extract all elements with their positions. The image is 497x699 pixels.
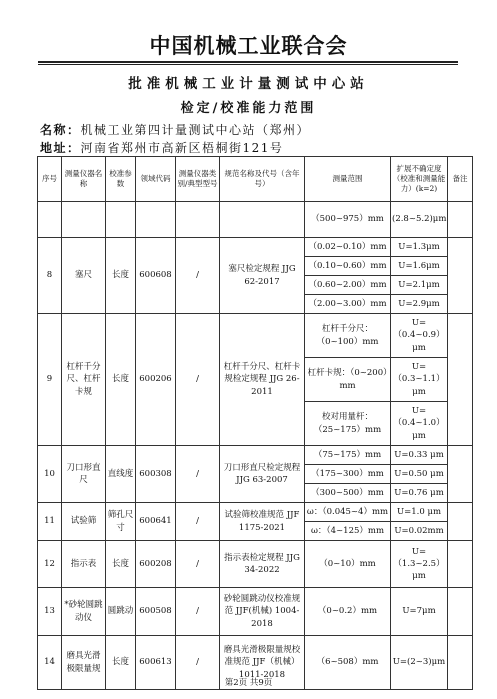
col-uncertainty: 扩展不确定度（校准和测量能力）(k=2) — [391, 157, 448, 202]
address-value: 河南省郑州市高新区梧桐街121号 — [80, 141, 284, 155]
instrument-name: 试验筛 — [62, 503, 106, 541]
param-cell: 长度 — [106, 238, 136, 314]
col-remark: 备注 — [448, 157, 473, 202]
code-cell: 600206 — [136, 314, 176, 446]
table-row — [38, 202, 473, 238]
table-row — [38, 238, 473, 257]
range-cell: （0~10）mm — [305, 541, 391, 588]
remark-cell — [448, 541, 473, 588]
row-no: 8 — [38, 238, 62, 314]
header-rule — [38, 61, 458, 63]
range-cell: （0.02~0.10）mm — [305, 238, 391, 257]
range-cell: （0~0.2）mm — [305, 588, 391, 636]
address-line — [40, 139, 283, 156]
table-row — [38, 503, 473, 522]
uncertainty-cell: U=（0.4~0.9）μm — [391, 314, 448, 358]
range-cell: 杠杆卡规：（0~200）mm — [305, 358, 391, 402]
remark-cell — [448, 238, 473, 314]
range-cell: （6~508）mm — [305, 636, 391, 690]
param-cell: 长度 — [106, 314, 136, 446]
instrument-name: 指示表 — [62, 541, 106, 588]
name-label: 名称： — [40, 123, 81, 137]
capability-table — [37, 156, 473, 690]
instrument-name: 刀口形直尺 — [62, 446, 106, 503]
uncertainty-cell: U=（0.4~1.0）μm — [391, 402, 448, 446]
table-header-row — [38, 157, 473, 202]
instrument-name: 塞尺 — [62, 238, 106, 314]
instrument-name: 磨具光滑极限量规 — [62, 636, 106, 690]
uncertainty-cell: U=(2~3)μm — [391, 636, 448, 690]
table-row — [38, 446, 473, 465]
range-cell: （2.00~3.00）mm — [305, 295, 391, 314]
type-cell: / — [176, 238, 220, 314]
range-cell: ω：（0.045~4）mm — [305, 503, 391, 522]
range-cell: （500~975）mm — [305, 202, 391, 238]
code-cell: 600208 — [136, 541, 176, 588]
remark-cell — [448, 314, 473, 446]
name-line — [40, 121, 310, 138]
code-cell: 600613 — [136, 636, 176, 690]
param-cell: 筛孔尺寸 — [106, 503, 136, 541]
type-cell: / — [176, 636, 220, 690]
row-no: 9 — [38, 314, 62, 446]
type-cell: / — [176, 446, 220, 503]
range-cell: ω：（4~125）mm — [305, 522, 391, 541]
uncertainty-cell: U=2.1μm — [391, 276, 448, 295]
col-param: 校准参数 — [106, 157, 136, 202]
col-code: 领域代码 — [136, 157, 176, 202]
remark-cell — [448, 503, 473, 541]
col-no: 序号 — [38, 157, 62, 202]
row-no: 10 — [38, 446, 62, 503]
uncertainty-cell: U=2.9μm — [391, 295, 448, 314]
param-cell: 长度 — [106, 541, 136, 588]
uncertainty-cell: U=1.0 μm — [391, 503, 448, 522]
scope-title: 检定/校准能力范围 — [180, 101, 317, 116]
spec-cell: 刀口形直尺检定规程 JJG 63-2007 — [220, 446, 305, 503]
org-title: 中国机械工业联合会 — [149, 33, 348, 58]
uncertainty-cell: U=7μm — [391, 588, 448, 636]
uncertainty-cell: U=0.50 μm — [391, 465, 448, 484]
spec-cell: 磨具光滑极限量规校准规范 JJF（机械）1011-2018 — [220, 636, 305, 690]
spec-cell: 杠杆千分尺、杠杆卡规检定规程 JJG 26-2011 — [220, 314, 305, 446]
header-rule-thin — [38, 64, 458, 65]
table-row — [38, 588, 473, 636]
param-cell: 圆跳动 — [106, 588, 136, 636]
col-name: 测量仪器名称 — [62, 157, 106, 202]
uncertainty-cell: U=0.02mm — [391, 522, 448, 541]
table-row — [38, 541, 473, 588]
col-type: 测量仪器类别/典型型号 — [176, 157, 220, 202]
uncertainty-cell: U=0.33 μm — [391, 446, 448, 465]
row-no: 12 — [38, 541, 62, 588]
param-cell: 长度 — [106, 636, 136, 690]
col-range: 测量范围 — [305, 157, 391, 202]
uncertainty-cell: U=（0.3~1.1）μm — [391, 358, 448, 402]
remark-cell — [448, 446, 473, 503]
instrument-name: 杠杆千分尺、杠杆卡规 — [62, 314, 106, 446]
uncertainty-cell: U=（1.3~2.5）μm — [391, 541, 448, 588]
range-cell: （75~175）mm — [305, 446, 391, 465]
range-cell: （300~500）mm — [305, 484, 391, 503]
center-title: 批准机械工业计量测试中心站 — [128, 76, 369, 92]
uncertainty-cell: U=1.6μm — [391, 257, 448, 276]
range-cell: （0.60~2.00）mm — [305, 276, 391, 295]
row-no: 11 — [38, 503, 62, 541]
uncertainty-cell: U=0.76 μm — [391, 484, 448, 503]
code-cell: 600641 — [136, 503, 176, 541]
range-cell: （175~300）mm — [305, 465, 391, 484]
name-value: 机械工业第四计量测试中心站（郑州） — [80, 123, 311, 137]
param-cell: 直线度 — [106, 446, 136, 503]
row-no: 13 — [38, 588, 62, 636]
row-no: 14 — [38, 636, 62, 690]
range-cell: 校对用量杆：（25~175）mm — [305, 402, 391, 446]
remark-cell — [448, 588, 473, 636]
range-cell: 杠杆千分尺：（0~100）mm — [305, 314, 391, 358]
code-cell: 600508 — [136, 588, 176, 636]
instrument-name: *砂轮圆跳动仪 — [62, 588, 106, 636]
spec-cell: 砂轮圆跳动仪校准规范 JJF(机械) 1004-2018 — [220, 588, 305, 636]
code-cell: 600308 — [136, 446, 176, 503]
range-cell: （0.10~0.60）mm — [305, 257, 391, 276]
type-cell: / — [176, 541, 220, 588]
spec-cell: 塞尺检定规程 JJG 62-2017 — [220, 238, 305, 314]
spec-cell: 指示表检定规程 JJG 34-2022 — [220, 541, 305, 588]
spec-cell: 试验筛校准规范 JJF 1175-2021 — [220, 503, 305, 541]
code-cell: 600608 — [136, 238, 176, 314]
uncertainty-cell: (2.8~5.2)μm — [391, 202, 448, 238]
col-spec: 规范名称及代号（含年号） — [220, 157, 305, 202]
type-cell: / — [176, 314, 220, 446]
address-label: 地址： — [40, 141, 81, 155]
type-cell: / — [176, 588, 220, 636]
uncertainty-cell: U=1.3μm — [391, 238, 448, 257]
type-cell: / — [176, 503, 220, 541]
page-footer: 第2页 共9页 — [224, 678, 273, 688]
table-row — [38, 314, 473, 358]
